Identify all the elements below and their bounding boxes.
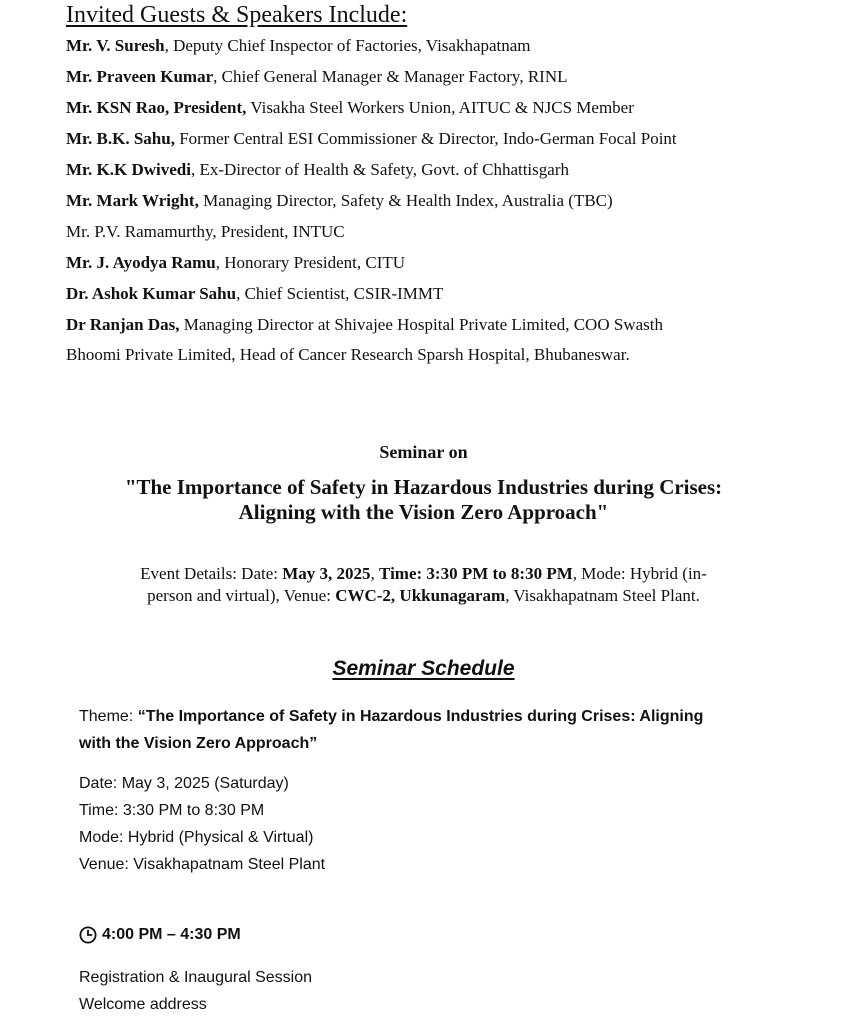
schedule-venue: Venue: Visakhapatnam Steel Plant: [79, 856, 326, 873]
theme-line: with the Vision Zero Approach”: [79, 735, 318, 752]
guest-name: Mr. KSN Rao, President,: [66, 98, 247, 117]
theme-line: [79, 708, 703, 726]
clock-icon: [79, 926, 97, 944]
theme-label: Theme:: [79, 708, 138, 725]
slot-time: 4:00 PM – 4:30 PM: [102, 926, 241, 943]
event-date: May 3, 2025: [282, 564, 371, 583]
guest-role: , Deputy Chief Inspector of Factories, Visakhapatnam: [164, 36, 531, 55]
event-text: , Mode: Hybrid (in-: [572, 564, 707, 583]
guest-item: [66, 345, 630, 365]
guest-role: Mr. P.V. Ramamurthy, President, INTUC: [66, 222, 345, 241]
event-venue: CWC-2, Ukkunagaram: [335, 586, 506, 605]
guest-item: [66, 315, 663, 335]
guest-role: , Chief General Manager & Manager Factory, RINL: [213, 67, 568, 86]
guest-name: Mr. J. Ayodya Ramu: [66, 253, 216, 272]
session-item: Welcome address: [79, 996, 207, 1013]
guest-role: , Chief Scientist, CSIR-IMMT: [236, 284, 444, 303]
schedule-mode: Mode: Hybrid (Physical & Virtual): [79, 829, 314, 846]
guest-item: [66, 160, 569, 180]
guest-role: , Ex-Director of Health & Safety, Govt. of Chhattisgarh: [190, 160, 569, 179]
guest-name: Mr. B.K. Sahu,: [66, 129, 175, 148]
event-text: Event Details: Date:: [140, 564, 283, 583]
guest-name: Mr. Mark Wright,: [66, 191, 199, 210]
event-details-line: [0, 564, 847, 584]
event-text: , Visakhapatnam Steel Plant.: [505, 586, 700, 605]
guest-item: [66, 129, 677, 149]
seminar-title-line: "The Importance of Safety in Hazardous Industries during Crises:: [124, 475, 723, 499]
guest-name: Dr Ranjan Das,: [66, 315, 180, 334]
schedule-heading: Seminar Schedule: [332, 657, 515, 680]
guest-role: Bhoomi Private Limited, Head of Cancer Research Sparsh Hospital, Bhubaneswar.: [66, 345, 630, 364]
guest-name: Dr. Ashok Kumar Sahu: [66, 284, 237, 303]
seminar-label: Seminar on: [379, 442, 468, 462]
guest-item: [66, 191, 613, 211]
event-text: ,: [370, 564, 380, 583]
guest-item: [66, 36, 531, 56]
guest-role: Managing Director, Safety & Health Index, Australia (TBC): [198, 191, 613, 210]
event-time: Time: 3:30 PM to 8:30 PM: [379, 564, 573, 583]
guest-role: Former Central ESI Commissioner & Director, Indo-German Focal Point: [174, 129, 677, 148]
guest-name: Mr. V. Suresh: [66, 36, 165, 55]
guest-name: Mr. Praveen Kumar: [66, 67, 214, 86]
guest-item: [66, 222, 345, 242]
guest-name: Mr. K.K Dwivedi: [66, 160, 191, 179]
time-slot: [79, 926, 241, 944]
guests-heading: Invited Guests & Speakers Include:: [66, 2, 408, 28]
guest-item: [66, 253, 405, 273]
guest-role: Visakha Steel Workers Union, AITUC & NJCS Member: [246, 98, 634, 117]
theme-text: “The Importance of Safety in Hazardous Industries during Crises: Aligning: [137, 708, 704, 725]
seminar-title-line: Aligning with the Vision Zero Approach": [238, 500, 609, 524]
schedule-date: Date: May 3, 2025 (Saturday): [79, 775, 289, 792]
guest-role: , Honorary President, CITU: [215, 253, 406, 272]
guest-item: [66, 98, 634, 118]
schedule-time: Time: 3:30 PM to 8:30 PM: [79, 802, 265, 819]
guest-item: [66, 67, 568, 87]
event-text: person and virtual), Venue:: [147, 586, 336, 605]
event-details-line: [0, 586, 847, 606]
guest-role: Managing Director at Shivajee Hospital Private Limited, COO Swasth: [179, 315, 663, 334]
guest-item: [66, 284, 443, 304]
session-title: Registration & Inaugural Session: [79, 969, 313, 986]
